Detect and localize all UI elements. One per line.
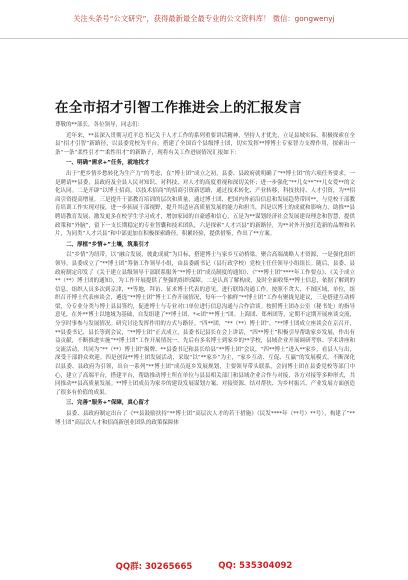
top-banner xyxy=(0,0,408,39)
greeting: 尊敬的**部长，各位领导，同志们： xyxy=(55,122,144,128)
section-heading-2: 二、厚植“乡情+”土壤，筑巢引才 xyxy=(66,241,150,248)
footer-contact xyxy=(0,552,408,580)
document-title: 在全市招才引智工作推进会上的汇报发言 xyxy=(55,100,302,116)
paragraph-section-1: 出于“把乡情乡愁转化为生产力”的考虑，在“博士团”成立之初，县委、县政府就明确了“**博士团”的六项任务要求，一是聘请**县委，县政府及全县人民对知识、对科技、对人才的高度重视和深切关怀；进一步强化“**儿女**”**儿女爱**的文化认同。二是开辟“以博士招商，以技术招商”的招商引资新思路，通过技术转化、产业转移，科技扶持、人才引资，为**招商引资提高增量。三是提升干部教育培训的层次和质量，通过博士团，把国内外前沿信息和发展趋势带回**，与党校干部教育培训工作实现对接，进一步拓展干部视野，提升其适应高质量发展的能力和担当，四是以博士的成就和影响力，助推**县聘请教育发展，激发更多在校学生学习成才，增加家园的自豪感和信心，五是为**谋划经济社会发展建设理念和智慧，提供政策和“外脑”，留下一支长期稳定的专业智囊和技术团队，六是探索“人才兴县”的新路径，为**对外开放打造新的品牌和名片，为同类“人才兴县”和中部更加在积极探索路径。积累经验，提供借鉴，作出了**方案。 xyxy=(55,170,355,238)
paragraph-section-2: 以“乡情”为纽带，以“融合发展，彼此成就”为目标，搭建博士与家乡互动桥梁，聚合高端战略人才资源，一是强化组织领导，县委成立了“**博士团”筹备工作领导小组，由县委副书记（县行政学校）党校主任任领导小组组长。随后，县委、县政府制定印发了《关于建立县级领导干部联系服务“**博士团”成员制度的通知》、《“**博士团”****年工作要点》、《关于成立**（**）博士团的通知》，为工作开展提供了坚强的组织保障。二是认真了解构成，及时全面收集**博士信息，依据了解到的信息，组织人员多次到京津，**等地，拜访、征求博士代表的意见，进行联络沟通工作，按照不贪大、不图区域，单位，组织召开博士代表座谈会，遴选“**博士团”博士工作开展情况，每年一个抽样“**博士团”工作有聚拢见建议，三是搭建互动桥梁，分专业分类与博士县县签约，促进博士与专业对口单位进行信息沟通与合作洽谈。按照博士团办公室（秘书处）的指导意见，在外**博士以地域为基础，自发组建了**博士团，*<团“**博士”团。上海团、郑州团等，定期不定期开展座谈交流，分享时事参与发展情况。研究讨论发挥作用的方式与路径。“四**团，“**（**）博士团”，“**博士团成立座谈会在京召开，**县委书记、县长等到会议，“**博士团”正式成立，县委书记县长在会上讲话，“四**博士”积极引导帮助家乡发展，作出有益贡献，不断推进实施“**博士团”工作开展情况一。先后有多名博士到家乡的**学校，县域企业开展调研考察、学术讲座和交流活动，共同为“**（**）博士团”揭牌、**县委书记和县长给县“**博士团”会议，“四**博士”进入**家乡，看县人与出，深受干部群众欢迎。四是创设**博士团发展活动，采取“以“**家乡”为主，“家乡互动、互促、互赢”的发展模式，不断深化以县委、县政府为引领，出台一系列“**博士团”成员返乡发展规划，主要领导带头联系，会同博士团在县委党校等部门中心，建立了高端平台，搭建平台，帮助推动博士所在单位与县县相关部门和县域企业合作与对接，各方对接等多种形式，共同推动**县高质量发展。**博士团成员为家乡的建设发展谋划方案、对接资源、结对帮扶、为乡村振兴、产业发展方面创造了很多有价值的成果。 xyxy=(55,252,355,396)
qq-group-number: QQ群: 30265665 xyxy=(115,562,193,572)
section-heading-1: 一、明确“需求+”任务，就地找才 xyxy=(66,160,150,167)
banner-text: 关注头条号“公文研究”，获得最新最全最专业的公文资料库！ 微信：gongwenyj xyxy=(73,14,335,23)
section-heading-3: 三、完善“服务+”保障，真心留才 xyxy=(66,400,150,407)
paragraph-section-3: 县委、县政府制定出台了《**县鼓励扶持“**博士团”高层次人才的若干措施》（民发****年（**号）**号），构建了“**博士团”高层次人才和招商新创业团队的政策保障体 xyxy=(55,411,355,426)
document-body xyxy=(55,121,355,427)
paragraph-intro: 近年来，**县深入贯彻习近平总书记关于人才工作的系列重要讲话精神，坚持人才优先，立足县域实际，积极探索在全县“招才引智”新路径，以县委党校为平台，搭建了全国首个县级博士团，切实发挥**博博士专家智力支撑作用，探索出一条“一条“柔性引才”“柔性用才”的新路子，现将有关工作进展情况汇报如下： xyxy=(55,132,355,156)
qq-number: QQ: 535304092 xyxy=(218,561,293,571)
